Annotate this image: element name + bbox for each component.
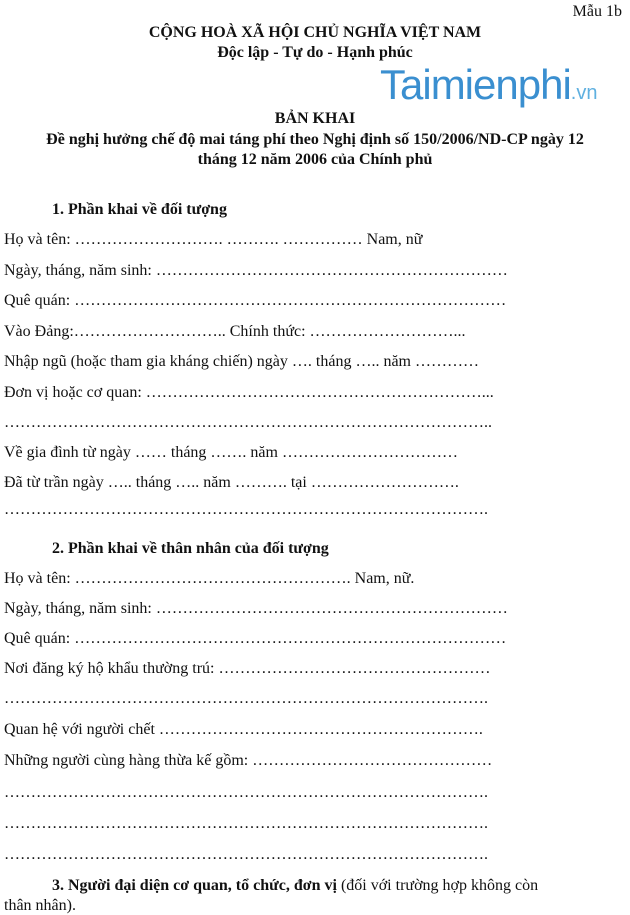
form-field-line[interactable]: Quê quán: ………………………………………………………………………	[4, 292, 507, 309]
form-field-line[interactable]: Họ và tên: ………………………. ………. …………… Nam, nữ	[4, 231, 423, 248]
form-field-line[interactable]: Vào Đảng:……………………….. Chính thức: ………………………...	[4, 323, 466, 340]
form-field-line[interactable]: ……………………………………………………………………………….	[4, 501, 488, 518]
country-header: CỘNG HOÀ XÃ HỘI CHỦ NGHĨA VIỆT NAM	[148, 24, 482, 41]
document-subtitle-2: tháng 12 năm 2006 của Chính phủ	[197, 151, 433, 168]
watermark-logo: Taimienphi	[380, 61, 571, 108]
document-subtitle-1: Đề nghị hưởng chế độ mai táng phí theo Nghị định số 150/2006/ND-CP ngày 12	[46, 131, 584, 148]
form-field-line[interactable]: Nhập ngũ (hoặc tham gia kháng chiến) ngày …. tháng ….. năm …………	[4, 353, 479, 370]
watermark	[380, 63, 597, 107]
form-field-line[interactable]: Những người cùng hàng thừa kế gồm: ………………………………………	[4, 752, 493, 769]
form-field-line[interactable]: Quan hệ với người chết …………………………………………………….	[4, 721, 483, 738]
section-2-heading: 2. Phần khai về thân nhân của đối tượng	[52, 540, 329, 557]
form-field-line[interactable]: ……………………………………………………………………………….	[4, 784, 488, 801]
form-field-line[interactable]: Họ và tên: ……………………………………………. Nam, nữ.	[4, 570, 415, 587]
section-3-note: (đối với trường hợp không còn	[336, 877, 539, 894]
form-field-line[interactable]: Về gia đình từ ngày …… tháng ……. năm ……………………………	[4, 444, 458, 461]
form-field-line[interactable]: Đơn vị hoặc cơ quan: ………………………………………………………...	[4, 384, 494, 401]
form-field-line[interactable]: ……………………………………………………………………………….	[4, 815, 488, 832]
form-field-line[interactable]: Nơi đăng ký hộ khẩu thường trú: ……………………………………………	[4, 660, 491, 677]
form-field-line[interactable]: Ngày, tháng, năm sinh: …………………………………………………………	[4, 262, 508, 279]
section-1-heading: 1. Phần khai về đối tượng	[52, 201, 227, 218]
form-code: Mẫu 1b	[572, 3, 622, 20]
form-field-line[interactable]: ……………………………………………………………………………….	[4, 690, 488, 707]
section-3-heading-line	[52, 877, 538, 895]
motto: Độc lập - Tự do - Hạnh phúc	[217, 44, 413, 61]
watermark-suffix: .vn	[570, 82, 598, 104]
form-field-line[interactable]: Đã từ trần ngày ….. tháng ….. năm ………. tại ……………………….	[4, 474, 459, 491]
document-title: BẢN KHAI	[274, 110, 356, 127]
form-field-line[interactable]: Ngày, tháng, năm sinh: …………………………………………………………	[4, 600, 508, 617]
section-3-heading: 3. Người đại diện cơ quan, tổ chức, đơn vị	[52, 877, 337, 894]
form-field-line[interactable]: ………………………………………………………………………………..	[4, 414, 492, 431]
section-3-note-cont: thân nhân).	[4, 897, 76, 914]
form-field-line[interactable]: Quê quán: ………………………………………………………………………	[4, 630, 507, 647]
form-field-line[interactable]: ……………………………………………………………………………….	[4, 846, 488, 863]
